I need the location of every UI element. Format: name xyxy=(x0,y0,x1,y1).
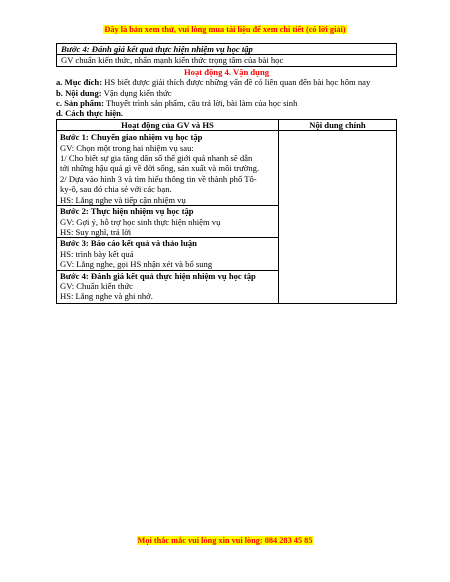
content-text: Vận dụng kiến thức xyxy=(101,87,172,98)
product-text: Thuyết trình sản phẩm, câu trả lời, bài làm của học sinh xyxy=(104,98,298,109)
step4-note: GV chuẩn kiến thức, nhấn mạnh kiến thức trọng tâm của bài học xyxy=(57,55,397,66)
product-label: c. Sản phẩm: xyxy=(56,98,104,109)
preview-banner xyxy=(0,25,450,34)
step4-title: Bước 4: Đánh giá kết quả thực hiện nhiệm vụ học tập xyxy=(60,270,256,281)
activity-title: Hoạt động 4. Vận dụng xyxy=(183,66,270,77)
step1-line: 2/ Dựa vào hình 3 và tìm hiểu thông tin về thành phố Tô- xyxy=(60,173,257,184)
step4-heading: Bước 4: Đánh giá kết quả thực hiện nhiệm vụ học tập xyxy=(57,44,397,55)
step2-title: Bước 2: Thực hiện nhiệm vụ học tập xyxy=(60,206,194,217)
step1-line: tới những hậu quả gì về đời sống, sản xuất và môi trường. xyxy=(60,163,260,174)
contact-banner xyxy=(0,536,450,545)
activity-method xyxy=(56,108,397,118)
step4-line: GV: Chuẩn kiến thức xyxy=(60,280,133,291)
step3-title: Bước 3: Báo cáo kết quả và thảo luận xyxy=(60,238,197,249)
content-label: b. Nội dung: xyxy=(56,87,102,98)
step4-line: HS: Lắng nghe và ghi nhớ. xyxy=(60,291,153,302)
header-activities: Hoạt động của GV và HS xyxy=(57,119,279,130)
preview-banner-text: Đây là bản xem thử, vui lòng mua tài liệu để xem chi tiết (có lời giải) xyxy=(104,25,346,34)
step1-line: 1/ Cho biết sự gia tăng dân số thế giới quá nhanh sẽ dẫn xyxy=(60,153,253,164)
step1-line: ky-ô, sau đó chia sẻ với các bạn. xyxy=(60,184,172,195)
activity-product xyxy=(56,98,397,108)
step1-line: HS: Lắng nghe và tiếp cận nhiệm vụ xyxy=(60,194,186,205)
goal-text: HS biết được giải thích được những vấn đề có liên quan đến bài học hôm nay xyxy=(102,77,371,88)
step1-line: GV: Chọn một trong hai nhiệm vụ sau: xyxy=(60,142,194,153)
step2-line: HS: Suy nghĩ, trả lời xyxy=(60,226,132,237)
step2-line: GV: Gợi ý, hỗ trợ học sinh thực hiện nhiệm vụ xyxy=(60,216,221,227)
contact-banner-text: Mọi thắc mắc vui lòng xin vui lòng: 084 283 45 85 xyxy=(137,536,313,545)
step3-line: HS: trình bày kết quả xyxy=(60,248,134,259)
step1-title: Bước 1: Chuyển giao nhiệm vụ học tập xyxy=(60,132,203,143)
activity-table xyxy=(56,119,397,304)
activity-goal xyxy=(56,77,397,87)
steps-cell xyxy=(57,131,279,304)
header-main-content: Nội dung chính xyxy=(278,119,396,130)
method-label: d. Cách thực hiện. xyxy=(56,108,123,119)
activity-content xyxy=(56,88,397,98)
goal-label: a. Mục đích: xyxy=(56,77,103,88)
step3-line: GV: Lắng nghe, gọi HS nhận xét và bổ sung xyxy=(60,259,213,270)
previous-step-table xyxy=(56,43,397,67)
main-content-cell xyxy=(278,131,396,304)
document-body xyxy=(56,43,397,304)
